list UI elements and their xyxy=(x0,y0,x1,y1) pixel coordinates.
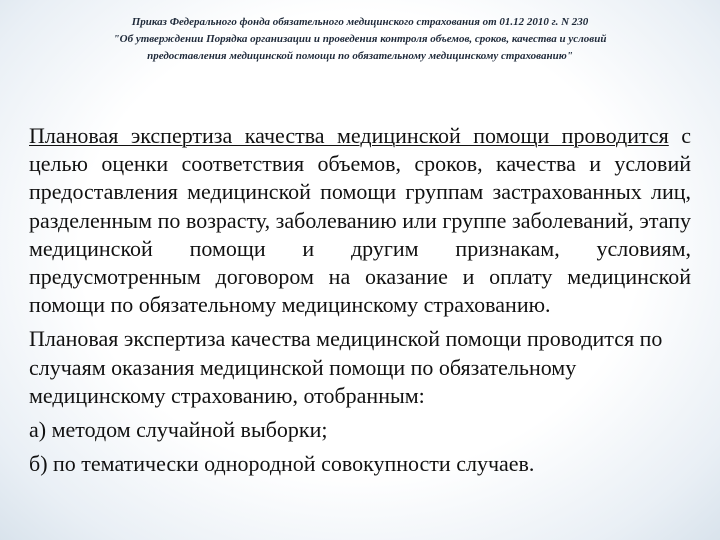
paragraph-1-text: с целью оценки соответствия объемов, сроков, качества и условий предоставления медицинской помощи группам застрахованных лиц, разделенным по возрасту, заболеванию или группе заболеваний, этапу медицинской помощи и другим признакам, условиям, предусмотренным договором на оказание и оплату медицинской помощи по обязательному медицинскому страхованию. xyxy=(29,123,692,318)
slide-content xyxy=(29,122,691,478)
paragraph-1 xyxy=(29,122,691,319)
paragraph-1-underlined-lead: Плановая экспертиза качества медицинской помощи проводится xyxy=(29,123,669,148)
header-line-3: предоставления медицинской помощи по обязательному медицинскому страхованию" xyxy=(147,50,573,62)
list-item-b: б) по тематически однородной совокупности случаев. xyxy=(29,451,535,477)
document-header xyxy=(30,14,690,65)
header-line-2: "Об утверждении Порядка организации и проведения контроля объемов, сроков, качества и условий xyxy=(113,33,607,45)
header-line-1: Приказ Федерального фонда обязательного медицинского страхования от 01.12 2010 г. N 230 xyxy=(131,16,589,28)
list-item-a: а) методом случайной выборки; xyxy=(29,417,328,443)
paragraph-2: Плановая экспертиза качества медицинской помощи проводится по случаям оказания медицинской помощи по обязательному медицинскому страхованию, отобранным: xyxy=(29,326,663,408)
